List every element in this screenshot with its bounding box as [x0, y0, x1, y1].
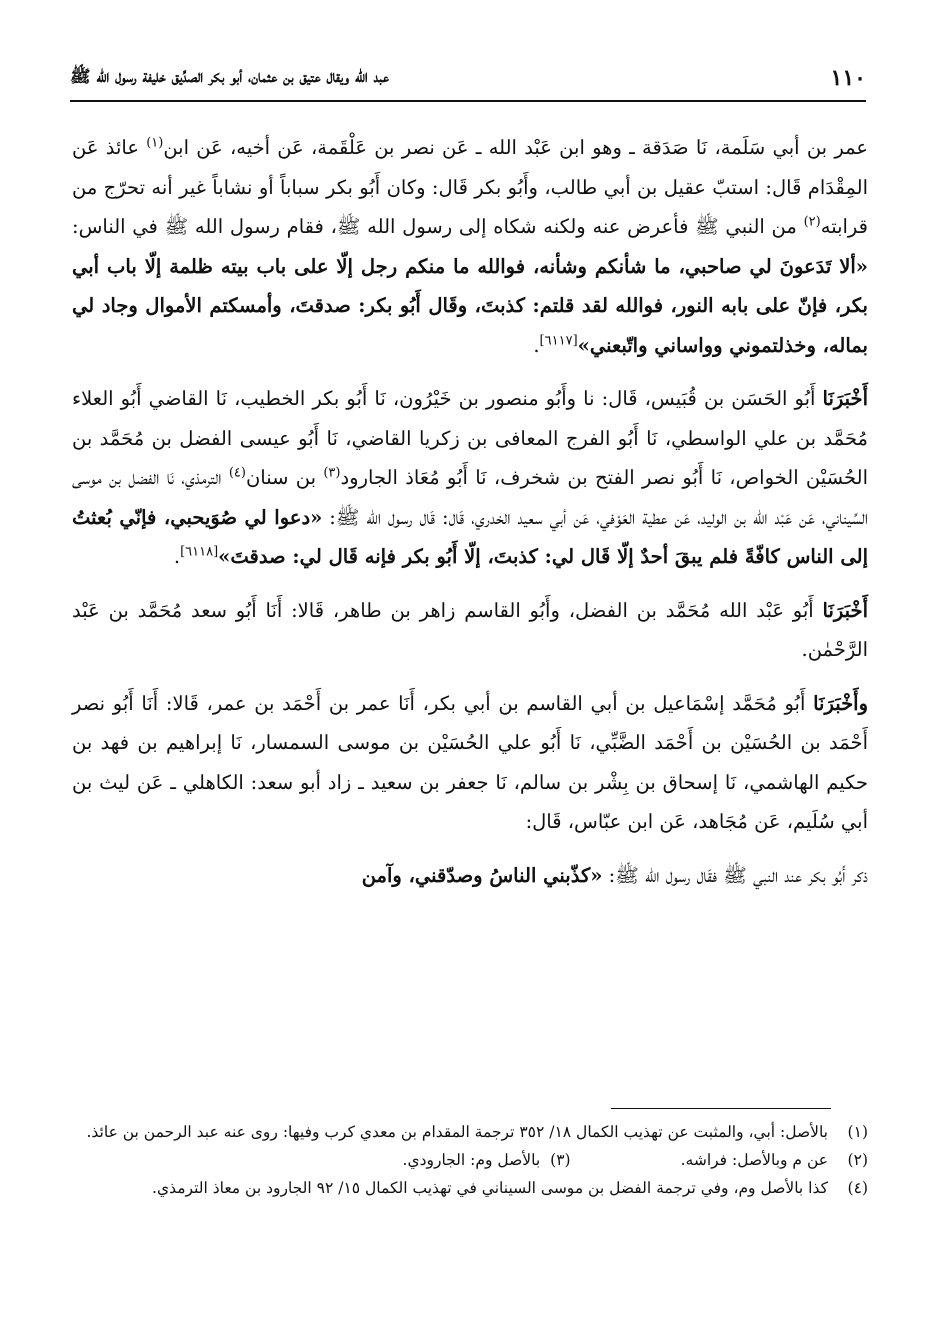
- footnote-3: [403, 1146, 571, 1174]
- reference-marker: [٦١١٨]: [180, 544, 219, 560]
- isnad-lead: أَخْبَرَنَا: [822, 598, 868, 622]
- page-header: [70, 58, 866, 98]
- paragraph: [72, 856, 868, 896]
- text-run: عائذ عَن المِقْدَام قَال: استبّ عقيل بن أبي طالب، وأَبُو بكر قَال: وكان أَبُو بكر سباباً أو نشاباً غير أنه تحرّج من قرابته: [72, 136, 868, 238]
- text-run: الترمذي، نَا الفضل بن موسى السِّيناني، عَن عَبْد الله بن الوليد، عَن عطية العَوْفي، عَن أبي سعيد الخدري، قَال: قَال رسول الله ﷺ:: [72, 466, 868, 529]
- hadith-text: «كذّبني الناسُ وصدّقني، وآمن: [361, 863, 603, 887]
- isnad-lead: أَخْبَرَنَا: [822, 387, 868, 410]
- footnote-text: بالأصل وم: الجارودي.: [402, 1151, 541, 1169]
- main-text: [72, 128, 868, 909]
- paragraph: [72, 379, 868, 577]
- text-run: .: [533, 333, 540, 357]
- text-run: أَبُو عَبْد الله مُحَمَّد بن الفضل، وأَبُو القاسم زاهر بن طاهر، قَالا: أَنَا أَبُو سعد مُحَمَّد بن عَبْد الرَّحْمٰن.: [72, 598, 868, 661]
- footnote-number: (١): [847, 1123, 868, 1141]
- footnotes: [72, 1118, 868, 1202]
- footnote-number: (٤): [847, 1179, 868, 1197]
- text-run: أَبُو الحَسَن بن قُبَيس، قَال: نا وأَبُو منصور بن خَيْرُون، نَا أَبُو بكر الخطيب، نَا القاضي أَبُو العلاء مُحَمَّد بن علي الواسطي، نَا أَبُو الفرج المعافى بن زكريا القاضي، نَا أَبُو عيسى الفضل بن مُحَمَّد بن الحُسَيْن الخواص، نَا أَبُو نصر الفتح بن شخرف، نَا أَبُو مُعَاذ الجارود: [72, 387, 868, 489]
- header-rule: [70, 100, 866, 102]
- reference-marker: (٢): [803, 214, 821, 230]
- paragraph: [72, 128, 868, 365]
- footnote-2: [681, 1146, 868, 1174]
- reference-marker: [٦١١٧]: [539, 333, 578, 348]
- text-run: عمر بن أبي سَلَمة، نَا صَدَقة ـ وهو ابن عَبْد الله ـ عَن نصر بن عَلْقَمة، عَن أخيه، عَن ابن: [163, 136, 868, 159]
- text-run: أَبُو مُحَمَّد إسْمَاعيل بن أبي القاسم بن أبي بكر، أَنَا عمر بن أَحْمَد بن عمر، قَالا: أَنَا أَبُو نصر أَحْمَد بن الحُسَيْن بن أَحْمَد الضَّبِّي، نَا أَبُو علي الحُسَيْن بن موسى السمسار، نَا إبراهيم بن فهد بن حكيم الهاشمي، نَا إسحاق بن بِشْر بن سالم، نَا جعفر بن سعيد ـ زاد أبو سعد: الكاهلي ـ عَن ليث بن أبي سُلَيم، عَن مُجَاهد، عَن ابن عبّاس، قَال:: [72, 691, 868, 833]
- footnote-4: [72, 1174, 868, 1202]
- footnote-number: (٢): [847, 1151, 868, 1169]
- paragraph: [72, 684, 868, 842]
- text-run: .: [173, 545, 181, 568]
- footnote-rule: [611, 1108, 831, 1109]
- text-run: من النبي ﷺ فأعرض عنه ولكنه شكاه إلى رسول الله ﷺ، فقام رسول الله ﷺ في الناس:: [72, 215, 804, 238]
- text-run: بن سنان: [245, 466, 324, 489]
- reference-marker: (٤): [228, 465, 246, 481]
- paragraph: [72, 591, 868, 670]
- running-title: عبد الله ويقال عتيق بن عثمان، أبو بكر الصدِّيق خليفة رسول الله ﷺ: [70, 66, 389, 87]
- hadith-text: «ألا تَدَعونَ لي صاحبي، ما شأنكم وشأنه، فوالله ما منكم رجل إلّا على باب بيته ظلمة إلّا باب أبي بكر، فإنّ على بابه النور، فوالله لقد قلتم: كذبتَ، وقَال أَبُو بكر: صدقتَ، وأمسكتم الأموال وجاد لي بماله، وخذلتموني وواساني واتّبعني»: [72, 254, 868, 357]
- footnote-1: [72, 1118, 868, 1146]
- footnote-text: بالأصل: أبي، والمثبت عن تهذيب الكمال ١٨/ ٣٥٢ ترجمة المقدام بن معدي كرب وفيها: روى عنه عبد الرحمن بن عائذ.: [86, 1123, 828, 1141]
- reference-marker: (٣): [323, 465, 341, 481]
- reference-marker: (١): [146, 135, 164, 151]
- hadith-text: «دعوا لي صُوَيحبي، فإنّي بُعثتُ إلى الناس كافّةً فلم يبقَ أحدٌ إلّا قَال لي: كذبتَ، إلّا أَبُو بكر فإنه قَال لي: صدقتَ»: [72, 505, 868, 568]
- isnad-lead: وأَخْبَرَنَا: [813, 691, 868, 715]
- page-number: ١١٠: [830, 65, 866, 91]
- footnote-text: عن م وبالأصل: فراشه.: [680, 1151, 828, 1169]
- footnote-text: كذا بالأصل وم، وفي ترجمة الفضل بن موسى السيناني في تهذيب الكمال ١٥/ ٩٢ الجارود بن معاذ الترمذي.: [152, 1179, 828, 1197]
- text-run: ذكر أَبُو بكر عند النبي ﷺ فقَال رسول الله ﷺ:: [602, 863, 868, 887]
- footnote-row-2-3: [72, 1146, 868, 1174]
- footnote-number: (٣): [550, 1151, 571, 1169]
